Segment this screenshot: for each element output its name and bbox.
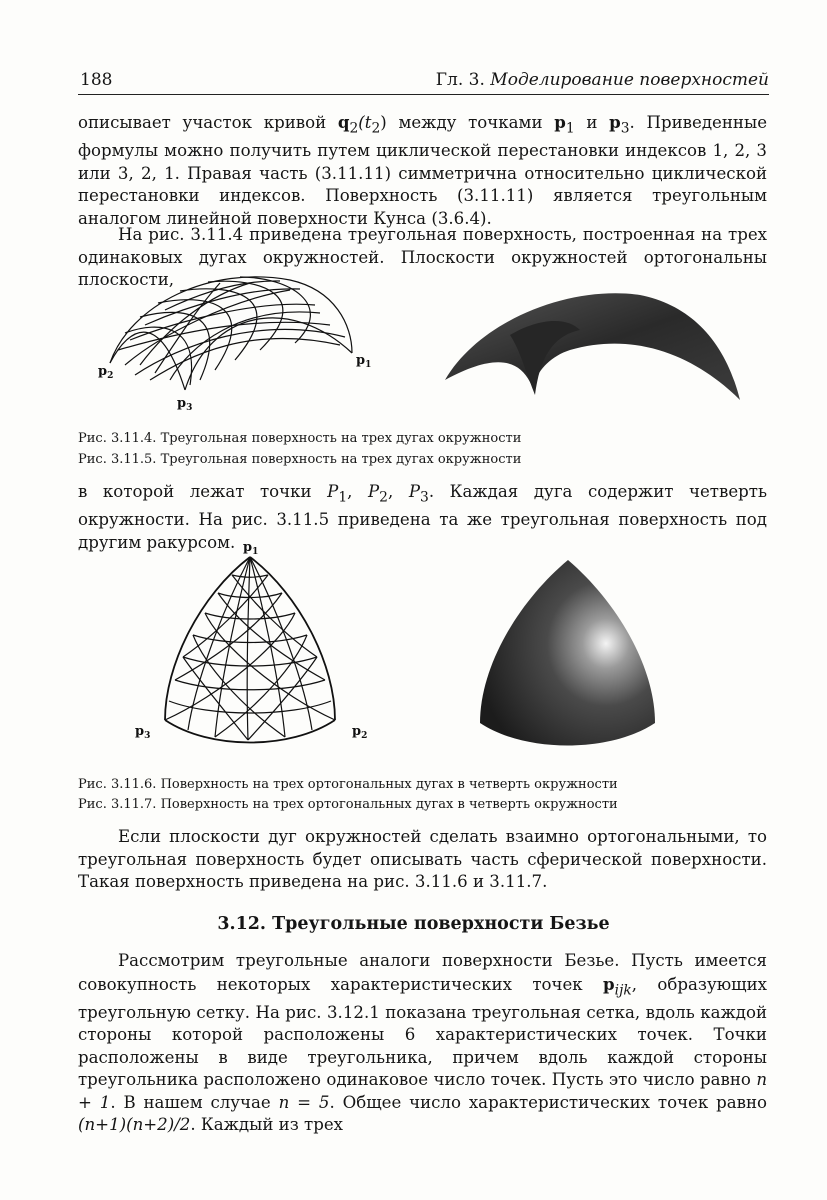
label-p1-sphere: $p_1$	[243, 540, 259, 557]
figure-3-11-5-shaded	[440, 280, 750, 410]
sphere-arc-bottom	[165, 720, 335, 743]
chapter-number: Гл. 3.	[435, 70, 485, 90]
chapter-title: Моделирование поверхностей	[490, 70, 769, 90]
page-number: 188	[80, 70, 113, 90]
paragraph-1: описывает участок кривой $q_2(t_2)$ между точками $p_1$ и $p_3$. Приведенные формулы можно получить путем циклической перестановки индексов 1, 2, 3 или 3, 2, 1. Правая часть (3.11.11) симметрична относительно циклической перестановки индексов. Поверхность (3.11.11) является треугольным аналогом линейной поверхности Кунса (3.6.4).	[78, 112, 768, 228]
label-p2: $p_2$	[98, 364, 114, 381]
figure-3-11-4-wireframe	[90, 265, 390, 420]
paragraph-4: Если плоскости дуг окружностей сделать взаимно ортогональными, то треугольная поверхность будет описывать часть сферической поверхности. Такая поверхность приведена на рис. 3.11.6 и 3.11.7.	[78, 827, 767, 892]
caption-fig-3-11-7: Рис. 3.11.7. Поверхность на трех ортогональных дугах в четверть окружности	[78, 797, 618, 812]
sphere-patch	[480, 560, 655, 746]
paragraph-2: На рис. 3.11.4 приведена треугольная поверхность, построенная на трех одинаковых дугах окружностей. Плоскости окружностей ортогональны плоскости,	[78, 225, 767, 290]
section-title: 3.12. Треугольные поверхности Безье	[217, 914, 610, 934]
figure-3-11-6-wireframe	[130, 535, 380, 750]
caption-fig-3-11-6: Рис. 3.11.6. Поверхность на трех ортогональных дугах в четверть окружности	[78, 777, 618, 792]
paragraph-5: Рассмотрим треугольные аналоги поверхности Безье. Пусть имеется совокупность некоторых характеристических точек $p_{ijk}$, образующих треугольную сетку. На рис. 3.12.1 показана треугольная сетка, вдоль каждой стороны которой расположены 6 характеристических точек. Точки расположены в виде треугольника, причем вдоль каждой стороны треугольника расположено одинаковое число точек. Пусть это число равно n + 1. В нашем случае n = 5. Общее число характеристических точек равно (n+1)(n+2)/2. Каждый из трех	[78, 951, 768, 1135]
caption-fig-3-11-4: Рис. 3.11.4. Треугольная поверхность на трех дугах окружности	[78, 431, 522, 446]
label-p2-sphere: $p_2$	[352, 724, 368, 741]
header-rule	[78, 94, 769, 95]
running-head	[436, 70, 769, 90]
shaded-surface-main	[445, 293, 740, 400]
caption-fig-3-11-5: Рис. 3.11.5. Треугольная поверхность на трех дугах окружности	[78, 452, 522, 467]
label-p3: $p_3$	[177, 396, 193, 413]
figure-3-11-7-shaded	[460, 555, 675, 755]
paragraph-3: в которой лежат точки $P_1$, $P_2$, $P_3$. Каждая дуга содержит четверть окружности. На рис. 3.11.5 приведена та же треугольная поверхность под другим ракурсом.	[78, 482, 767, 552]
label-p1: $p_1$	[356, 353, 372, 370]
label-p3-sphere: $p_3$	[135, 724, 151, 741]
